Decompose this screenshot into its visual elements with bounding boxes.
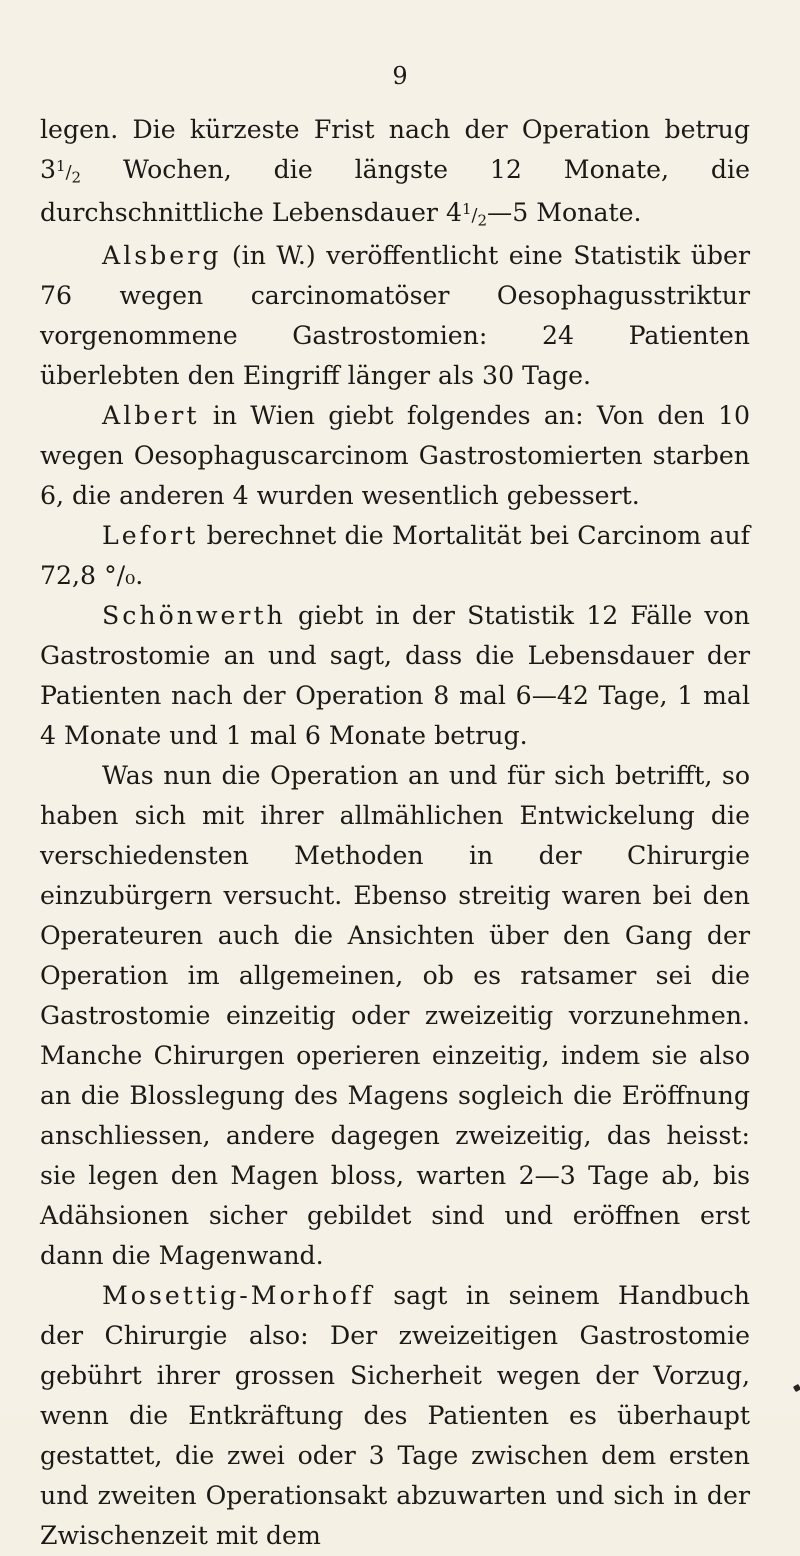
text-run: sagt in seinem Handbuch der Chirurgie also: Der zweizeitigen Gastrostomie gebührt ihrer grossen Sicherheit wegen der Vorzug, wenn die Entkräftung des Patienten es überhaupt gestattet, die zwei oder 3 Tage zwischen dem ersten und zweiten Operationsakt abzuwarten und sich in der Zwischenzeit mit dem [40,1281,750,1550]
text-run: Wochen, die längste 12 Monate, die durchschnittliche Lebensdauer 4 [40,155,750,227]
paragraph [40,516,750,596]
text-run: (in W.) veröffentlicht eine Statistik über 76 wegen carcinomatöser Oesophagusstriktur vorgenommene Gastrostomien: 24 Patienten überlebten den Eingriff länger als 30 Tage. [40,241,750,390]
text-run: —5 Monate. [487,198,642,227]
author-name: Mosettig-Morhoff [102,1281,375,1310]
author-name: Schönwerth [102,601,286,630]
paragraph [40,396,750,516]
fraction: $^1/_2$ [462,200,488,230]
paragraph [40,1276,750,1556]
body-text [40,110,750,1556]
text-run: legen. Die kürzeste Frist nach der Operation betrug 3 [40,115,750,184]
paragraph [40,756,750,1276]
author-name: Alsberg [102,241,222,270]
page-number: 9 [392,62,408,90]
text-run: in Wien giebt folgendes an: Von den 10 wegen Oesophaguscarcinom Gastrostomierten starben 6, die anderen 4 wurden wesentlich gebessert. [40,401,750,510]
ink-speck [793,1384,800,1392]
text-run: giebt in der Statistik 12 Fälle von Gastrostomie an und sagt, dass die Lebensdauer der Patienten nach der Operation 8 mal 6—42 Tage, 1 mal 4 Monate und 1 mal 6 Monate betrug. [40,601,750,750]
text-run: Was nun die Operation an und für sich betrifft, so haben sich mit ihrer allmählichen Entwickelung die verschiedensten Methoden in der Chirurgie einzubürgern versucht. Ebenso streitig waren bei den Operateuren auch die Ansichten über den Gang der Operation im allgemeinen, ob es ratsamer sei die Gastrostomie einzeitig oder zweizeitig vorzunehmen. Manche Chirurgen operieren einzeitig, indem sie also an die Blosslegung des Magens sogleich die Eröffnung anschliessen, andere dagegen zweizeitig, das heisst: sie legen den Magen bloss, warten 2—3 Tage ab, bis Adähsionen sicher gebildet sind und eröffnen erst dann die Magenwand. [40,761,750,1270]
paragraph [40,110,750,236]
text-run: berechnet die Mortalität bei Carcinom auf 72,8 °/₀. [40,521,750,590]
fraction: $^1/_2$ [56,157,82,187]
author-name: Lefort [102,521,199,550]
paragraph [40,236,750,396]
paragraph [40,596,750,756]
author-name: Albert [102,401,200,430]
